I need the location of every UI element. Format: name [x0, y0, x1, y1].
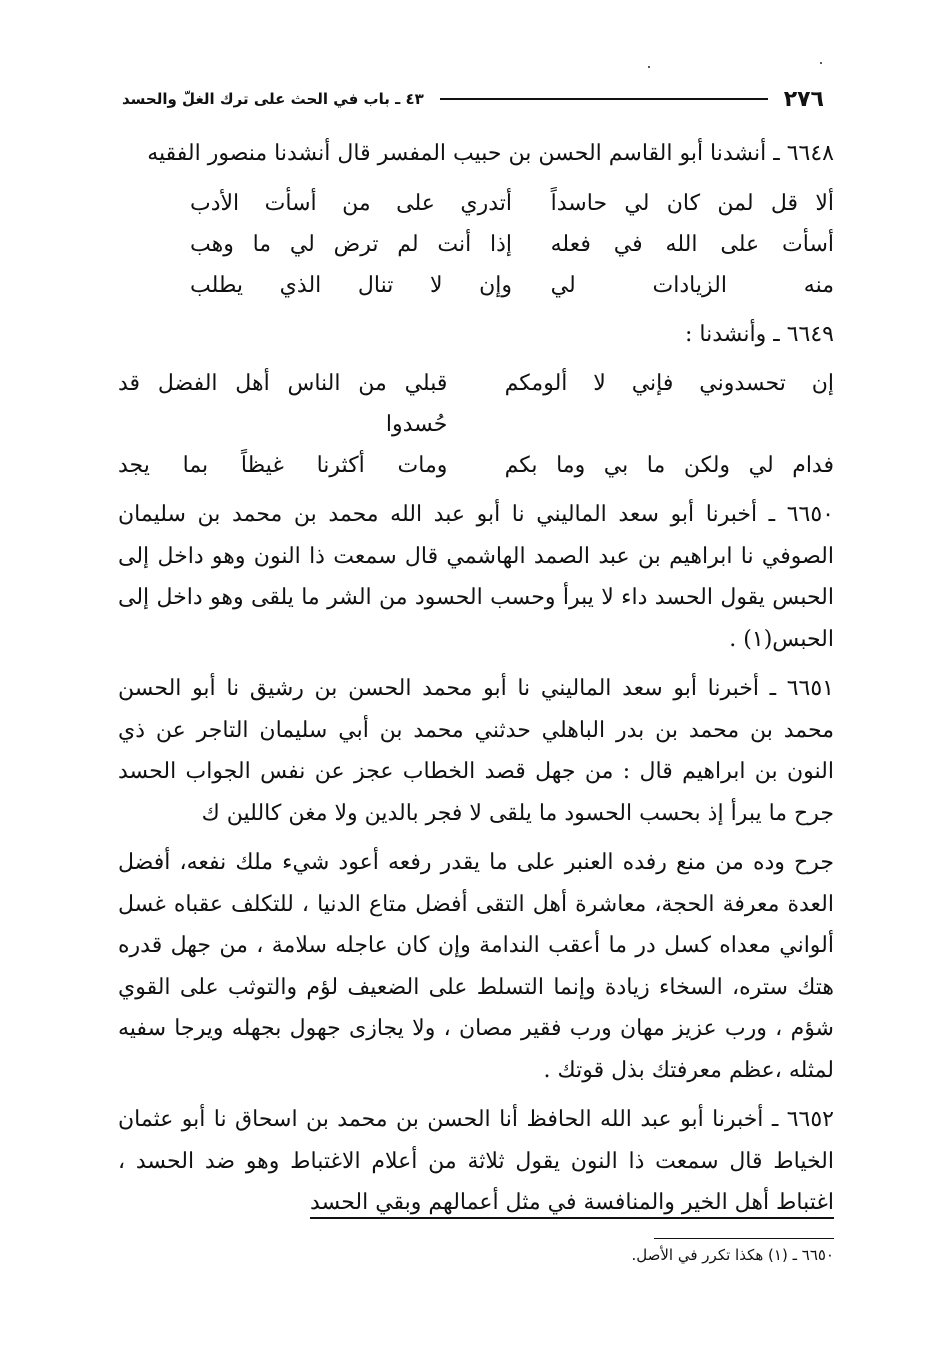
verse [190, 183, 834, 224]
entry-6652-text: ٦٦٥٢ ـ أخبرنا أبو عبد الله الحافظ أنا الحسن بن محمد بن اسحاق نا أبو عثمان الخياط قال سمعت ذا النون يقول ثلاثة من أعلام الاغتباط وهو ضد الحسد ، [118, 1107, 834, 1174]
verse [118, 445, 834, 486]
poem-6649 [118, 363, 834, 486]
entry-6650: ٦٦٥٠ ـ أخبرنا أبو سعد الماليني نا أبو عبد الله محمد بن محمد بن سليمان الصوفي نا ابراهيم بن عبد الصمد الهاشمي قال سمعت ذا النون وهو داخل إلى الحبس يقول الحسد داء لا يبرأ وحسب الحسود من الشر ما يلقى وهو داخل إلى الحبس(١) . [118, 502, 834, 652]
footnote-rule [654, 1238, 834, 1239]
verse [190, 224, 834, 265]
verse [118, 363, 834, 445]
entry-6649: ٦٦٤٩ ـ وأنشدنا : [685, 321, 834, 347]
verse [190, 265, 834, 306]
poem-6648 [190, 183, 834, 306]
entry-6651: ٦٦٥١ ـ أخبرنا أبو سعد الماليني نا أبو محمد الحسن بن رشيق نا أبو الحسن محمد بن محمد بن بدر الباهلي حدثني محمد بن أبي سليمان التاجر عن ذي النون بن ابراهيم قال : من جهل قصد الخطاب عجز عن نفس الجواب الحسد جرح ما يبرأ إذ بحسب الحسود ما يلقى لا فجر بالدين ولا مغن كاللين ك [118, 676, 834, 826]
scan-speck [648, 66, 650, 68]
header-rule [440, 98, 768, 100]
verse-first-hemistich: فدام لي ولكن ما بي وما بكم [504, 453, 834, 478]
verse-first-hemistich: إن تحسدوني فإني لا ألومكم [504, 371, 834, 396]
entry-6652 [118, 1099, 834, 1224]
verse-second-hemistich: وإن لا تنال الذي يطلب [190, 272, 512, 298]
footnote: ٦٦٥٠ ـ (١) هكذا تكرر في الأصل. [631, 1246, 834, 1264]
page-body [118, 133, 834, 1232]
scan-speck [820, 62, 822, 64]
page-number: ٢٧٦ [783, 86, 824, 112]
verse-second-hemistich: أتدري على من أسأت الأدب [190, 190, 512, 216]
verse-second-hemistich: قبلي من الناس أهل الفضل قد حُسدوا [118, 371, 448, 437]
verse-first-hemistich: منه الزيادات لي [550, 272, 834, 298]
verse-first-hemistich: أسأت على الله في فعله [550, 231, 834, 257]
entry-6648: ٦٦٤٨ ـ أنشدنا أبو القاسم الحسن بن حبيب المفسر قال أنشدنا منصور الفقيه [147, 141, 834, 166]
verse-first-hemistich: ألا قل لمن كان لي حاسداً [550, 190, 834, 216]
entry-6651-continuation: جرح وده من منع رفده العنبر على ما يقدر رفعه أعود شيء ملك نفعه، أفضل العدة معرفة الحجة، معاشرة أهل التقى أفضل متاع الدنيا ، للتكلف عقباه غسل ألواني معداه كسل در ما أعقب الندامة وإن كان عاجله سلامة ، من جهل قدره هتك ستره، السخاء زيادة وإنما التسلط على الضعيف لؤم والتوثب على القوي شؤم ، ورب عزيز مهان ورب فقير مصان ، ولا يجازى جهول بجهله ويرجا سفيه لمثله ،عظم معرفتك بذل قوتك . [118, 850, 834, 1083]
verse-second-hemistich: ومات أكثرنا غيظاً بما يجد [118, 453, 448, 478]
running-header [122, 84, 824, 114]
chapter-title: ٤٣ ـ باب في الحث على ترك الغلّ والحسد [122, 90, 424, 108]
entry-6652-underlined-text: اغتباط أهل الخير والمنافسة في مثل أعمالهم وبقي الحسد [310, 1190, 834, 1215]
verse-second-hemistich: إذا أنت لم ترض لي ما وهب [190, 231, 512, 257]
